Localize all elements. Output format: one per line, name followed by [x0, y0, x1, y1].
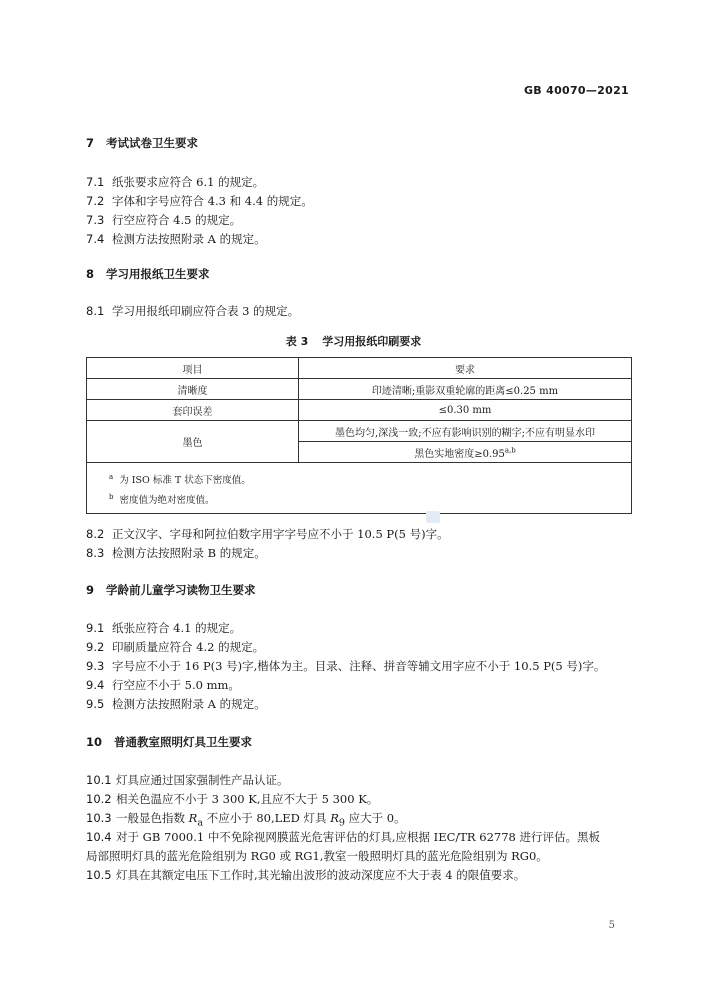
header-item: 项目	[87, 358, 299, 379]
note-mark: b	[109, 493, 114, 502]
table-header-row	[87, 358, 632, 379]
table-caption: 学习用报纸印刷要求	[322, 335, 422, 348]
clause-text: 灯具应通过国家强制性产品认证。	[116, 773, 289, 787]
clause-number: 9.2	[86, 640, 105, 654]
clause-8-3	[86, 545, 266, 561]
symbol-sub: 9	[338, 817, 345, 829]
clause-text: 行空应符合 4.5 的规定。	[112, 213, 242, 227]
clause-10-4	[86, 829, 600, 845]
clause-text: 学习用报纸印刷应符合表 3 的规定。	[112, 304, 300, 318]
row-requirement	[299, 442, 632, 463]
section-number: 7	[86, 136, 95, 150]
clause-number: 7.1	[86, 175, 105, 189]
clause-10-4-cont	[86, 848, 548, 864]
section-number: 8	[86, 267, 95, 281]
clause-text: 检测方法按照附录 A 的规定。	[112, 232, 266, 246]
clause-10-3	[86, 810, 406, 828]
clause-8-1	[86, 303, 299, 319]
header-requirement: 要求	[299, 358, 632, 379]
clause-number: 9.4	[86, 678, 105, 692]
clause-7-2	[86, 193, 313, 209]
table-notes	[87, 463, 632, 514]
symbol-r: R	[188, 811, 198, 825]
density-text: 黑色实地密度≥0.95	[414, 448, 505, 460]
clause-text: 字号应不小于 16 P(3 号)字,楷体为主。目录、注释、拼音等辅文用字应不小于 10.5 P(5 号)字。	[112, 659, 606, 673]
symbol-sub: a	[197, 817, 204, 829]
section-title: 学习用报纸卫生要求	[106, 267, 210, 281]
clause-10-5	[86, 867, 525, 883]
row-item: 套印误差	[87, 400, 299, 421]
clause-text: 正文汉字、字母和阿拉伯数字用字字号应不小于 10.5 P(5 号)字。	[112, 527, 449, 541]
clause-text: 不应小于 80,LED 灯具	[203, 811, 331, 825]
clause-text: 检测方法按照附录 A 的规定。	[112, 697, 266, 711]
section-title: 考试试卷卫生要求	[106, 136, 199, 150]
page-number: 5	[608, 920, 615, 931]
clause-number: 10.3	[86, 811, 112, 825]
section-title: 普通教室照明灯具卫生要求	[114, 735, 253, 749]
clause-text: 印刷质量应符合 4.2 的规定。	[112, 640, 265, 654]
table-3	[86, 357, 632, 514]
clause-text: 字体和字号应符合 4.3 和 4.4 的规定。	[112, 194, 313, 208]
clause-number: 9.5	[86, 697, 105, 711]
section-number: 9	[86, 583, 95, 597]
table-note-b	[109, 489, 621, 509]
section-8-heading	[86, 266, 210, 282]
clause-10-1	[86, 772, 289, 788]
clause-number: 7.3	[86, 213, 105, 227]
section-title: 学龄前儿童学习读物卫生要求	[106, 583, 256, 597]
note-text: 密度值为绝对密度值。	[119, 495, 215, 507]
clause-number: 8.2	[86, 527, 105, 541]
clause-number: 10.5	[86, 868, 112, 882]
clause-9-2	[86, 639, 264, 655]
note-mark: a	[109, 473, 114, 481]
clause-number: 8.1	[86, 304, 105, 318]
footnote-ref: a,b	[504, 446, 516, 455]
clause-7-3	[86, 212, 241, 228]
table-notes-row	[87, 463, 632, 514]
clause-text: 相关色温应不小于 3 300 K,且应不大于 5 300 K。	[116, 792, 379, 806]
clause-text: 检测方法按照附录 B 的规定。	[112, 546, 266, 560]
table-row-clarity	[87, 379, 632, 400]
table-row-registration	[87, 400, 632, 421]
clause-number: 10.1	[86, 773, 112, 787]
table-label: 表 3	[285, 335, 309, 348]
clause-number: 7.4	[86, 232, 105, 246]
clause-7-1	[86, 174, 264, 190]
clause-10-2	[86, 791, 378, 807]
clause-text: 一般显色指数	[116, 811, 189, 825]
clause-number: 10.2	[86, 792, 112, 806]
row-item: 清晰度	[87, 379, 299, 400]
clause-text: 灯具在其额定电压下工作时,其光输出波形的波动深度应不大于表 4 的限值要求。	[116, 868, 526, 882]
clause-9-3	[86, 658, 605, 674]
table-note-a	[109, 469, 621, 489]
watermark-mark	[426, 511, 440, 523]
document-number: GB 40070—2021	[523, 84, 629, 97]
clause-text: 应大于 0。	[345, 811, 406, 825]
section-7-heading	[86, 135, 198, 151]
clause-text: 纸张应符合 4.1 的规定。	[112, 621, 242, 635]
row-requirement: 印迹清晰;重影双重轮廓的距离≤0.25 mm	[299, 379, 632, 400]
clause-text: 对于 GB 7000.1 中不免除视网膜蓝光危害评估的灯具,应根据 IEC/TR 62778 进行评估。黑板	[116, 830, 600, 844]
section-10-heading	[86, 734, 252, 750]
row-requirement: ≤0.30 mm	[299, 400, 632, 421]
clause-text: 局部照明灯具的蓝光危险组别为 RG0 或 RG1,教室一般照明灯具的蓝光危险组别为 RG0。	[86, 849, 548, 863]
clause-number: 10.4	[86, 830, 112, 844]
clause-number: 7.2	[86, 194, 105, 208]
clause-9-5	[86, 696, 266, 712]
clause-9-4	[86, 677, 240, 693]
clause-number: 9.1	[86, 621, 105, 635]
table-row-ink	[87, 421, 632, 442]
clause-text: 纸张要求应符合 6.1 的规定。	[112, 175, 265, 189]
clause-number: 8.3	[86, 546, 105, 560]
row-item: 墨色	[87, 421, 299, 463]
section-9-heading	[86, 582, 256, 598]
clause-7-4	[86, 231, 266, 247]
clause-number: 9.3	[86, 659, 105, 673]
clause-text: 行空应不小于 5.0 mm。	[112, 678, 240, 692]
table-3-title	[0, 333, 707, 349]
note-text: 为 ISO 标准 T 状态下密度值。	[119, 475, 251, 487]
section-number: 10	[86, 735, 103, 749]
row-requirement: 墨色均匀,深浅一致;不应有影响识别的糊字;不应有明显水印	[299, 421, 632, 442]
symbol-r: R	[330, 811, 339, 825]
clause-9-1	[86, 620, 241, 636]
clause-8-2	[86, 526, 449, 542]
